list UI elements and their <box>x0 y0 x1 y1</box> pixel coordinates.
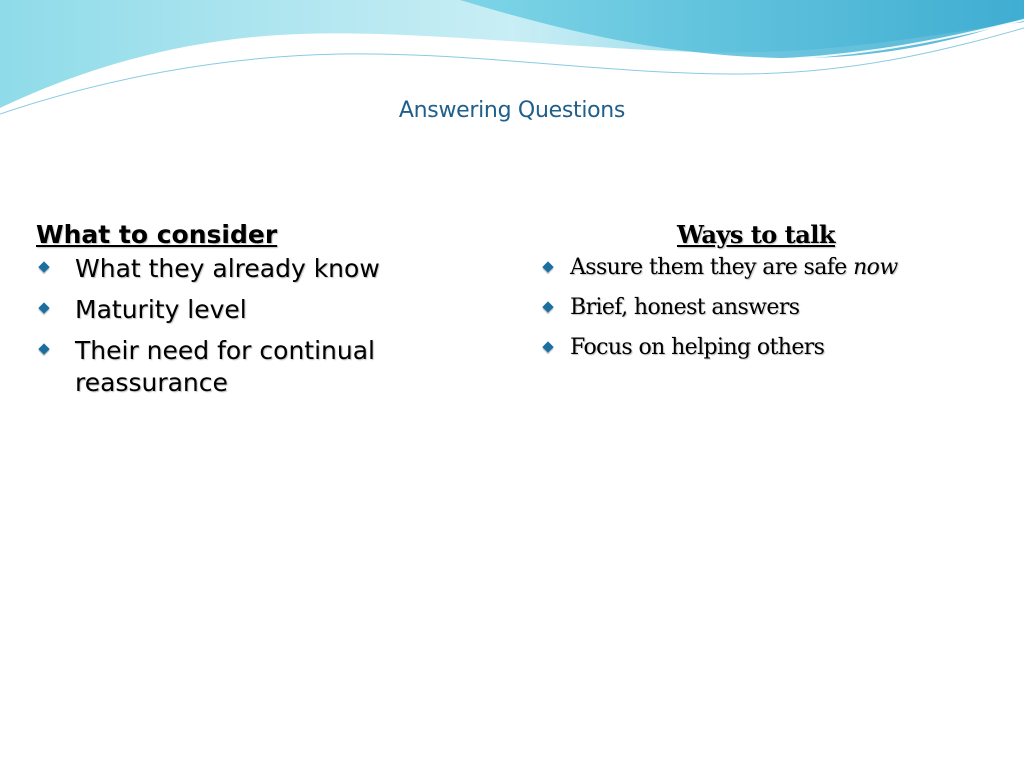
list-item <box>538 293 978 323</box>
diamond-bullet-icon <box>542 301 553 312</box>
list-item-text: What they already know <box>75 254 380 283</box>
left-column-heading: What to consider <box>36 220 278 249</box>
list-item-text: Maturity level <box>75 295 247 324</box>
diamond-bullet-icon <box>38 302 49 313</box>
list-item-emphasis: now <box>853 255 898 280</box>
list-item-text: Brief, honest answers <box>570 295 800 320</box>
diamond-bullet-icon <box>38 261 49 272</box>
diamond-bullet-icon <box>542 261 553 272</box>
diamond-bullet-icon <box>38 343 49 354</box>
left-column <box>36 220 476 408</box>
list-item <box>538 333 978 363</box>
right-bullet-list <box>538 253 978 363</box>
list-item <box>36 253 476 285</box>
list-item-text <box>570 255 898 280</box>
list-item <box>538 253 978 283</box>
right-column <box>538 220 978 373</box>
list-item-text: Their need for continual reassurance <box>75 336 375 397</box>
list-item <box>36 335 476 399</box>
right-column-heading: Ways to talk <box>676 220 836 249</box>
left-bullet-list <box>36 253 476 399</box>
list-item <box>36 294 476 326</box>
list-item-text-main: Assure them they are safe <box>570 255 854 280</box>
diamond-bullet-icon <box>542 341 553 352</box>
slide-title: Answering Questions <box>398 98 626 123</box>
list-item-text: Focus on helping others <box>570 335 825 360</box>
